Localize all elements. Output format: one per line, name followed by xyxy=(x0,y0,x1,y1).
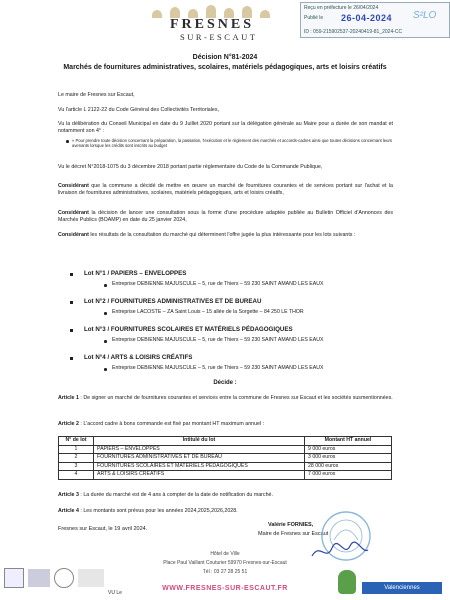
amount-cell: 7 000 euros xyxy=(305,471,392,480)
lot-1-entreprise: Entreprise DEBIENNE MAJUSCULE – 5, rue de Thiers – 59 230 SAINT AMAND LES EAUX xyxy=(112,281,324,287)
stamp-line1: Reçu en préfecture le 26/04/2024 xyxy=(304,5,379,11)
considerant-text: la décision de lancer une consultation sous la forme d'une procédure adaptée publiée au Bulletin Officiel d'Annonces des Marchés Publics (BOAMP) en date du 25 janvier 2024, xyxy=(58,210,393,224)
lot-2-title: Lot N°2 / FOURNITURES ADMINISTRATIVES ET DE BUREAU xyxy=(84,298,262,305)
article-text: : La durée du marché est de 4 ans à compter de la date de notification du marché. xyxy=(78,492,273,498)
article-label: Article 3 xyxy=(58,492,79,498)
lots-amount-table xyxy=(58,436,392,480)
lot-bullet xyxy=(70,329,73,332)
signatory-name: Valérie FORNIES, xyxy=(268,522,314,528)
amount-cell: 3 000 euros xyxy=(305,454,392,463)
footer-address: Place Paul Vaillant Couturier 59970 Fresnes-sur-Escaut xyxy=(163,560,287,566)
lot-1-title: Lot N°1 / PAPIERS – ENVELOPPES xyxy=(84,270,187,277)
deliberation-note: « Pour prendre toute décision concernant la préparation, la passation, l'exécution et le règlement des marchés et accords-cadres ainsi que toutes décisions concernant leurs avenants lorsque les crédits sont inscrits au budget xyxy=(72,138,392,149)
lot-4-entreprise: Entreprise DEBIENNE MAJUSCULE – 5, rue de Thiers – 59 230 SAINT AMAND LES EAUX xyxy=(112,365,324,371)
col-header-lot-title: Intitulé du lot xyxy=(94,437,305,446)
lot-3-entreprise: Entreprise DEBIENNE MAJUSCULE – 5, rue de Thiers – 59 230 SAINT AMAND LES EAUX xyxy=(112,337,324,343)
intro-text: Le maire de Fresnes sur Escaut, xyxy=(58,92,135,98)
heritage-logo-icon xyxy=(28,569,50,587)
partner-logos xyxy=(4,566,104,590)
signatory-role: Maire de Fresnes sur Escaut xyxy=(258,531,329,537)
lot-title-cell: FOURNITURES SCOLAIRES ET MATÉRIELS PÉDAGOGIQUES xyxy=(94,462,305,471)
lot-bullet xyxy=(70,273,73,276)
lot-bullet xyxy=(70,301,73,304)
prefecture-stamp xyxy=(300,2,450,38)
footer-vu-label: VU Le xyxy=(108,590,122,596)
vu-article: Vu l'article L 2122-22 du Code Général des Collectivités Territoriales, xyxy=(58,107,219,113)
lot-number-cell: 4 xyxy=(59,471,94,480)
article-label: Article 2 xyxy=(58,421,79,427)
table-row xyxy=(59,454,392,463)
bullet-dot xyxy=(66,140,69,143)
place-date: Fresnes sur Escaut, le 19 avril 2024. xyxy=(58,526,148,532)
considerant-label: Considérant xyxy=(58,183,89,189)
vu-decret: Vu le décret N°2018-1075 du 3 décembre 2018 portant partie réglementaire du Code de la Commande Publique, xyxy=(58,164,323,170)
article-label: Article 1 xyxy=(58,395,79,401)
table-header-row xyxy=(59,437,392,446)
article-text: : L'accord cadre à bons commande est fixé par montant HT maximum annuel : xyxy=(78,421,265,427)
stamp-slo-logo: S²LO xyxy=(413,10,437,21)
town-name: FRESNES xyxy=(170,17,255,32)
stamp-date: 26-04-2024 xyxy=(341,13,393,23)
bullet-dot xyxy=(104,340,107,343)
bullet-dot xyxy=(104,368,107,371)
decision-subject: Marchés de fournitures administratives, scolaires, matériels pédagogiques, arts et loisirs créatifs xyxy=(63,64,387,71)
label-logo-icon xyxy=(54,568,74,588)
col-header-lot-number: N° de lot xyxy=(59,437,94,446)
amount-cell: 28 000 euros xyxy=(305,462,392,471)
article-2 xyxy=(58,421,393,428)
lot-bullet xyxy=(70,357,73,360)
stamp-published-label: Publié le xyxy=(304,15,324,21)
decision-number: Décision N°81-2024 xyxy=(192,54,258,61)
article-text: : De signer un marché de fournitures courantes et services entre la commune de Fresnes sur Escaut et les sociétés susmentionnées. xyxy=(78,395,393,401)
bullet-dot xyxy=(104,312,107,315)
footer-townhall: Hôtel de Ville xyxy=(210,551,240,557)
lot-title-cell: FOURNITURES ADMINISTRATIVES ET DE BUREAU xyxy=(94,454,305,463)
considerant-3 xyxy=(58,232,393,239)
decide-heading: Décide : xyxy=(213,380,237,386)
green-mascot-icon xyxy=(338,570,356,594)
unesco-logo-icon xyxy=(4,568,24,588)
table-row xyxy=(59,462,392,471)
lot-number-cell: 3 xyxy=(59,462,94,471)
table-row xyxy=(59,471,392,480)
considerant-1 xyxy=(58,183,393,197)
bullet-dot xyxy=(104,284,107,287)
lot-number-cell: 1 xyxy=(59,445,94,454)
article-text: : Les montants sont prévus pour les années 2024,2025,2026,2028. xyxy=(78,508,238,514)
article-label: Article 4 xyxy=(58,508,79,514)
website-link[interactable]: WWW.FRESNES-SUR-ESCAUT.FR xyxy=(162,585,288,592)
considerant-text: que la commune a décidé de mettre en œuvre un marché de fournitures courantes et de services portant sur l'achat et la livraison de fournitures administratives, scolaires, matériels pédagogiques, arts et loisirs créatifs, xyxy=(58,183,393,197)
lot-number-cell: 2 xyxy=(59,454,94,463)
amount-cell: 9 000 euros xyxy=(305,445,392,454)
vu-deliberation: Vu la délibération du Conseil Municipal en date du 9 Juillet 2020 portant sur la délégation générale au Maire pour a durée de son mandat et notamment son 4° : xyxy=(58,121,393,135)
lot-3-title: Lot N°3 / FOURNITURES SCOLAIRES ET MATÉRIELS PÉDAGOGIQUES xyxy=(84,326,293,333)
article-1 xyxy=(58,395,393,402)
lot-4-title: Lot N°4 / ARTS & LOISIRS CRÉATIFS xyxy=(84,354,193,361)
considerant-label: Considérant xyxy=(58,210,89,216)
col-header-amount: Montant HT annuel xyxy=(305,437,392,446)
considerant-text: les résultats de la consultation du marché qui déterminent l'offre jugée la plus intéressante pour les lots suivants : xyxy=(88,232,356,238)
considerant-2 xyxy=(58,210,393,224)
lot-title-cell: PAPIERS – ENVELOPPES xyxy=(94,445,305,454)
valenciennes-logo: Valenciennes xyxy=(362,582,442,594)
town-logo-graphic xyxy=(152,4,270,18)
lot-title-cell: ARTS & LOISIRS CRÉATIFS xyxy=(94,471,305,480)
table-row xyxy=(59,445,392,454)
partner-logo-icon xyxy=(78,569,104,587)
footer-phone: Tél : 03 27 28 25 51 xyxy=(202,569,248,575)
town-subname: SUR-ESCAUT xyxy=(180,32,258,42)
article-3 xyxy=(58,492,393,499)
lot-2-entreprise: Entreprise LACOSTE – ZA Saint Louis – 15 allée de la Sorgette – 84 250 LE THOR xyxy=(112,309,304,315)
stamp-id: ID : 059-215902537-20240419-81_2024-CC xyxy=(304,29,403,35)
considerant-label: Considérant xyxy=(58,232,89,238)
